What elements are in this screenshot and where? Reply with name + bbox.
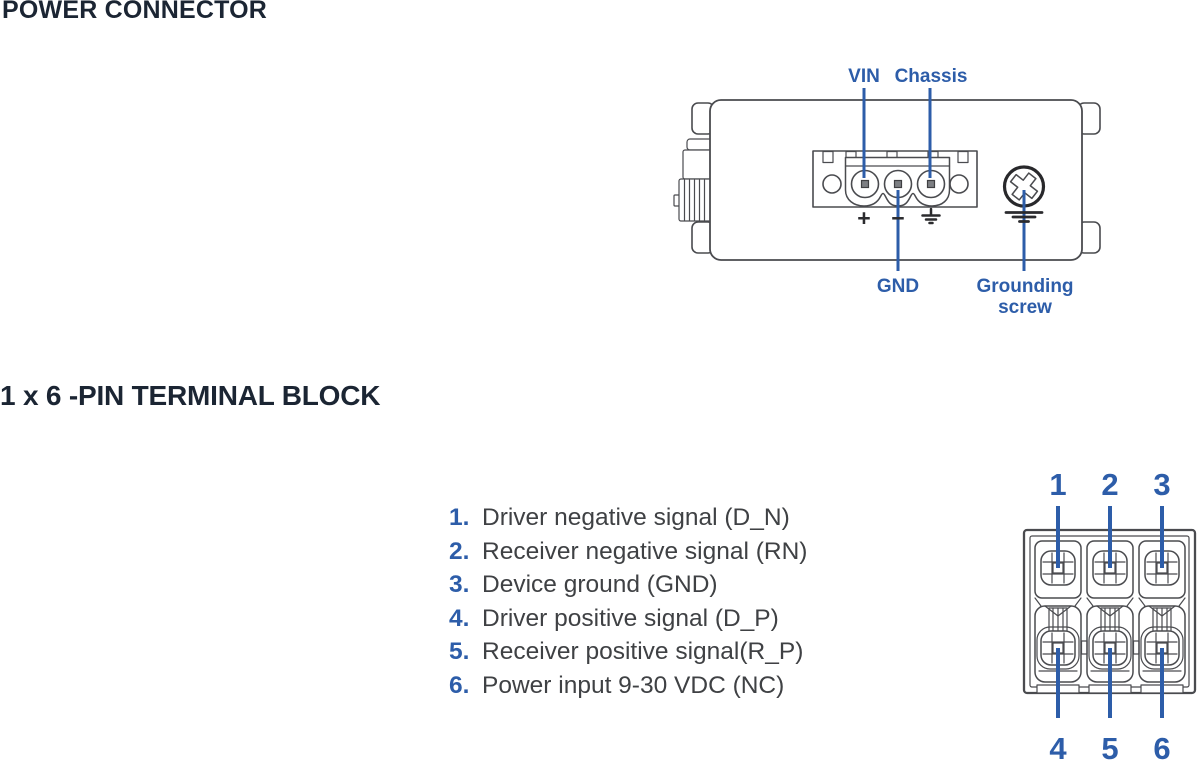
pin-description: Receiver negative signal (RN) xyxy=(482,537,808,565)
pin-number: 3. xyxy=(449,571,470,599)
power-connector-heading: POWER CONNECTOR xyxy=(2,0,268,24)
pin-number: 4. xyxy=(449,604,470,632)
pin-description: Driver positive signal (D_P) xyxy=(482,604,779,632)
power-connector-figure xyxy=(650,55,1120,325)
pin-gnd-slot xyxy=(895,181,902,188)
pin-list-item xyxy=(449,669,807,703)
grounding-screw-label-line1: Grounding xyxy=(976,276,1074,297)
gnd-label: GND xyxy=(876,276,920,297)
pin-description: Power input 9-30 VDC (NC) xyxy=(482,671,785,699)
pin-number-1: 1 xyxy=(1049,467,1067,502)
chassis-label: Chassis xyxy=(894,66,968,87)
pin-list-item xyxy=(449,501,807,535)
pin-number-3: 3 xyxy=(1153,467,1171,502)
power-terminal-3pin xyxy=(813,151,977,207)
pin-number-2: 2 xyxy=(1101,467,1119,502)
pin-vin-slot xyxy=(862,181,869,188)
pin-chassis-slot xyxy=(928,181,935,188)
plus-symbol: + xyxy=(857,205,871,231)
pin-description: Driver negative signal (D_N) xyxy=(482,504,790,531)
pin-number: 6. xyxy=(449,671,470,699)
pin-number: 2. xyxy=(449,537,470,565)
pin-number: 1. xyxy=(449,504,470,531)
pin-list-item xyxy=(449,602,807,636)
pin-description-list xyxy=(449,501,807,703)
pin-list-item xyxy=(449,568,807,602)
side-connector xyxy=(674,139,712,221)
minus-symbol: − xyxy=(891,205,905,231)
pin-list-item xyxy=(449,535,807,569)
pin-list-item xyxy=(449,635,807,669)
flange-hole-left xyxy=(823,175,841,193)
grounding-screw-label-line2: screw xyxy=(998,297,1052,318)
flange-hole-right xyxy=(950,175,968,193)
pin-number: 5. xyxy=(449,638,470,666)
pin-description: Device ground (GND) xyxy=(482,571,718,599)
vin-label: VIN xyxy=(848,66,880,87)
pin-description: Receiver positive signal(R_P) xyxy=(482,638,804,666)
pin-number-5: 5 xyxy=(1101,731,1119,765)
pin-number-6: 6 xyxy=(1153,731,1171,765)
pin-number-4: 4 xyxy=(1049,731,1067,765)
terminal-block-heading: 1 x 6 -PIN TERMINAL BLOCK xyxy=(0,380,381,411)
terminal-block-figure xyxy=(1010,450,1200,765)
